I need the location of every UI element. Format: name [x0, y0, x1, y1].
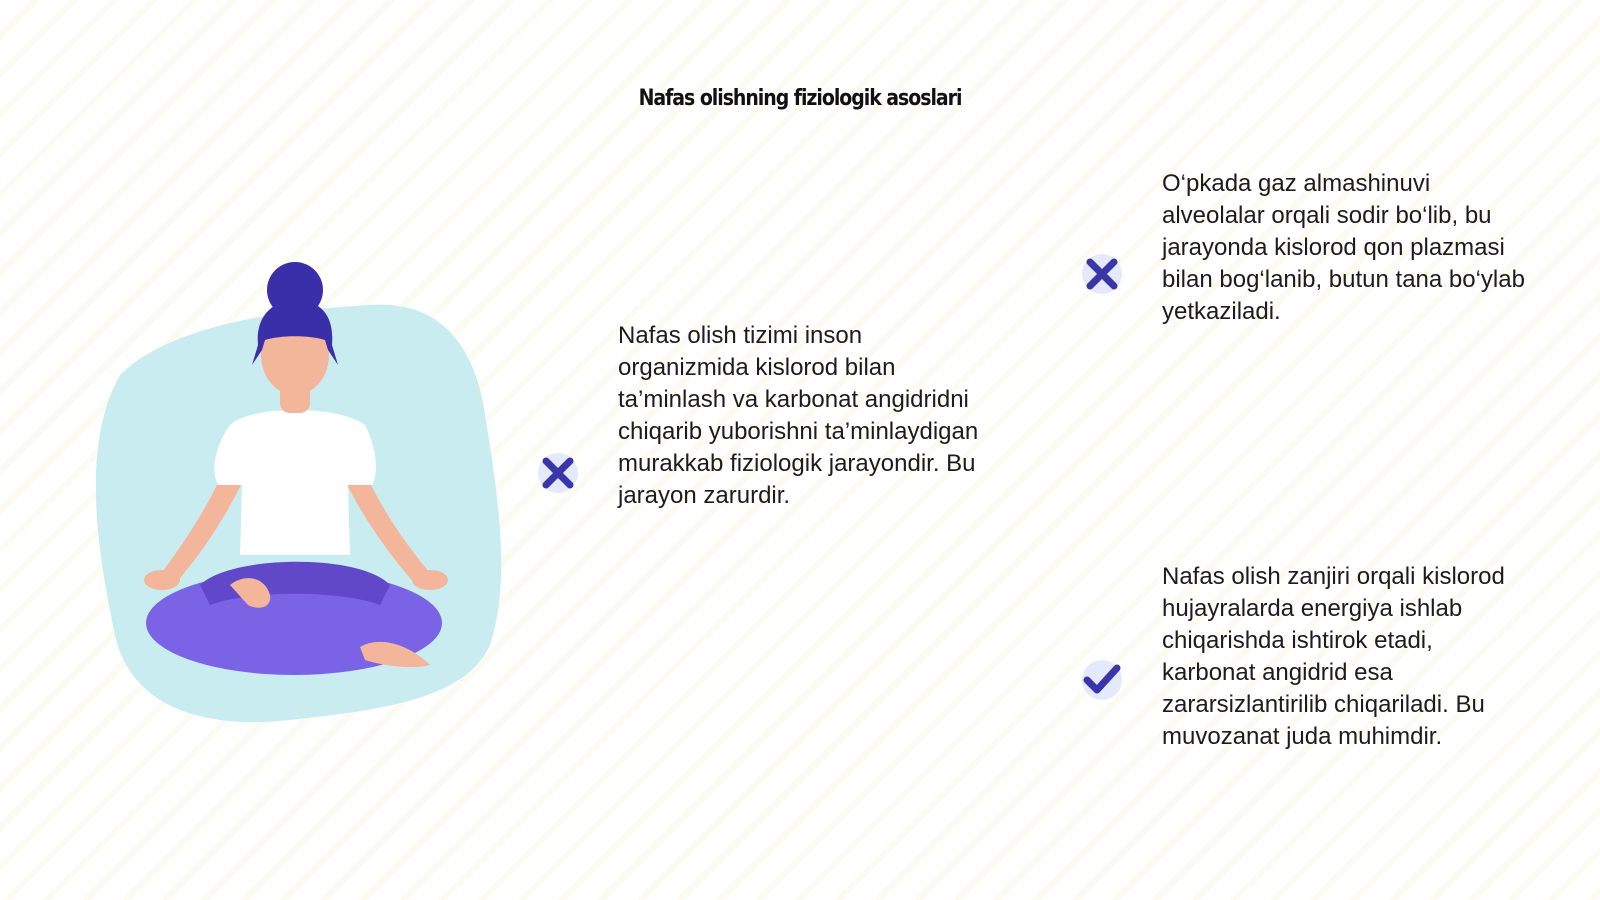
slide-title: Nafas olishning fiziologik asoslari [638, 86, 962, 111]
meditating-woman-illustration [80, 255, 520, 735]
left-hand [144, 570, 180, 590]
x-mark-icon [1080, 252, 1124, 296]
check-mark-icon [1080, 658, 1124, 702]
point-text-1: Nafas olish tizimi inson organizmida kislorod bilan ta’minlash va karbonat angidridni chiqarib yuborishni ta’minlaydigan murakkab fiziologik jarayondir. Bu jarayon zarurdir. [618, 322, 979, 509]
x-mark-icon [536, 451, 580, 495]
right-hand [412, 570, 448, 590]
point-text-3: Nafas olish zanjiri orqali kislorod hujayralarda energiya ishlab chiqarishda ishtirok etadi, karbonat angidrid esa zararsizlantirilib chiqariladi. Bu muvozanat juda muhimdir. [1162, 563, 1505, 750]
point-text-2: O‘pkada gaz almashinuvi alveolalar orqali sodir bo‘lib, bu jarayonda kislorod qon plazmasi bilan bog‘lanib, butun tana bo‘ylab yetkaziladi. [1162, 170, 1525, 325]
